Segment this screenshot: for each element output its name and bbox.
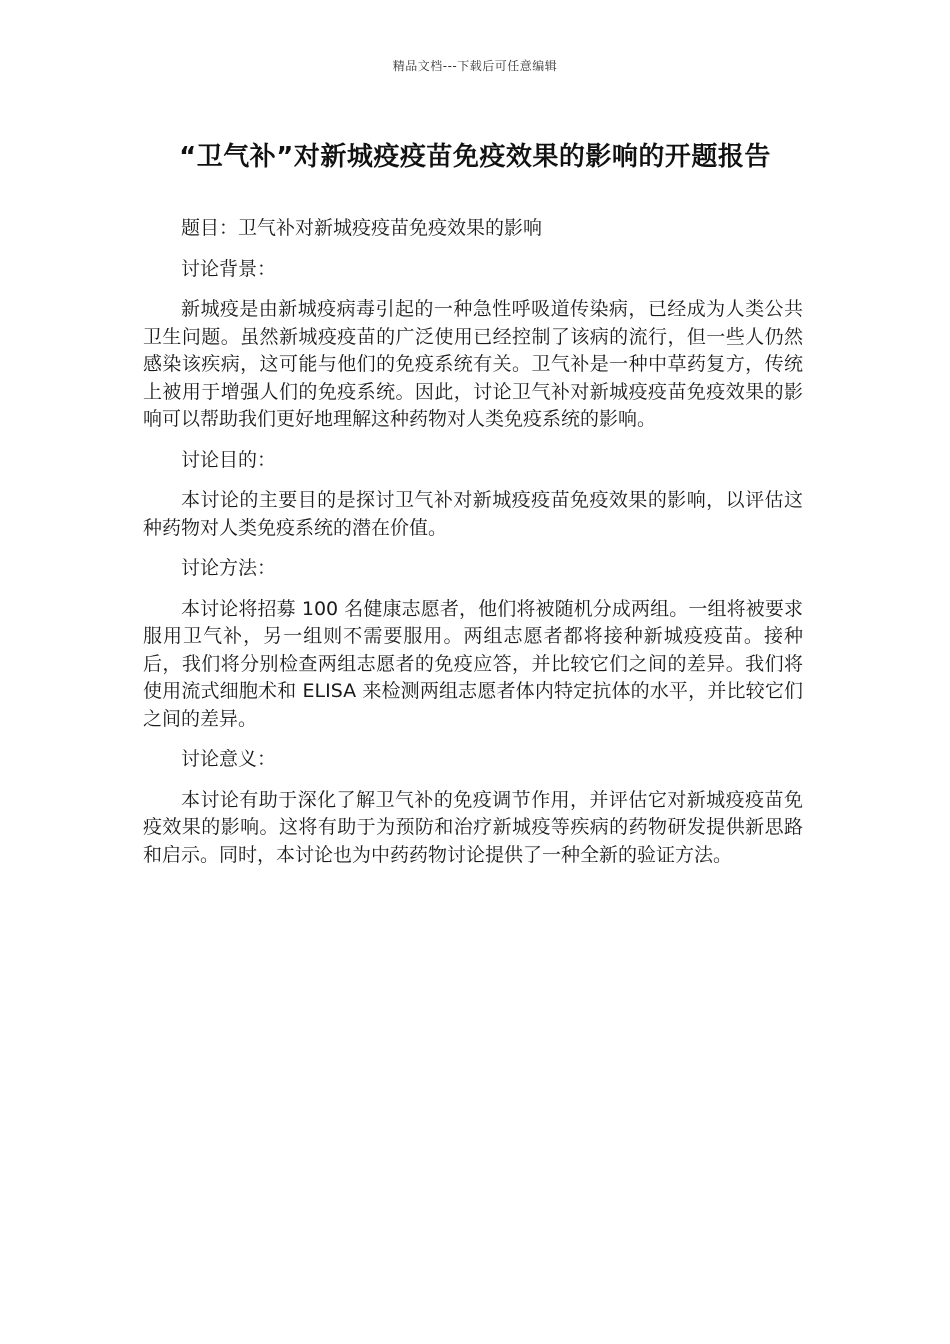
significance-paragraph: 本讨论有助于深化了解卫气补的免疫调节作用，并评估它对新城疫疫苗免疫效果的影响。这将有助于为预防和治疗新城疫等疾病的药物研发提供新思路和启示。同时，本讨论也为中药药物讨论提供了一种全新的验证方法。	[143, 788, 803, 866]
header-note: 精品文档---下载后可任意编辑	[392, 59, 558, 73]
topic-line: 题目：卫气补对新城疫疫苗免疫效果的影响	[181, 217, 543, 239]
purpose-heading: 讨论目的：	[181, 448, 277, 471]
document-body	[143, 215, 803, 882]
purpose-paragraph: 本讨论的主要目的是探讨卫气补对新城疫疫苗免疫效果的影响，以评估这种药物对人类免疫系统的潜在价值。	[143, 489, 803, 539]
background-heading: 讨论背景：	[181, 257, 277, 280]
significance-heading: 讨论意义：	[181, 748, 277, 770]
document-title: “卫气补”对新城疫疫苗免疫效果的影响的开题报告	[179, 142, 771, 172]
method-heading: 讨论方法：	[181, 557, 277, 579]
method-paragraph: 本讨论将招募 100 名健康志愿者，他们将被随机分成两组。一组将被要求服用卫气补，另一组则不需要服用。两组志愿者都将接种新城疫疫苗。接种后，我们将分别检查两组志愿者的免疫应答，并比较它们之间的差异。我们将使用流式细胞术和 ELISA 来检测两组志愿者体内特定抗体的水平，并比较它们之间的差异。	[143, 597, 803, 730]
background-paragraph: 新城疫是由新城疫病毒引起的一种急性呼吸道传染病，已经成为人类公共卫生问题。虽然新城疫疫苗的广泛使用已经控制了该病的流行，但一些人仍然感染该疾病，这可能与他们的免疫系统有关。卫气补是一种中草药复方，传统上被用于增强人们的免疫系统。因此，讨论卫气补对新城疫疫苗免疫效果的影响可以帮助我们更好地理解这种药物对人类免疫系统的影响。	[143, 298, 803, 430]
